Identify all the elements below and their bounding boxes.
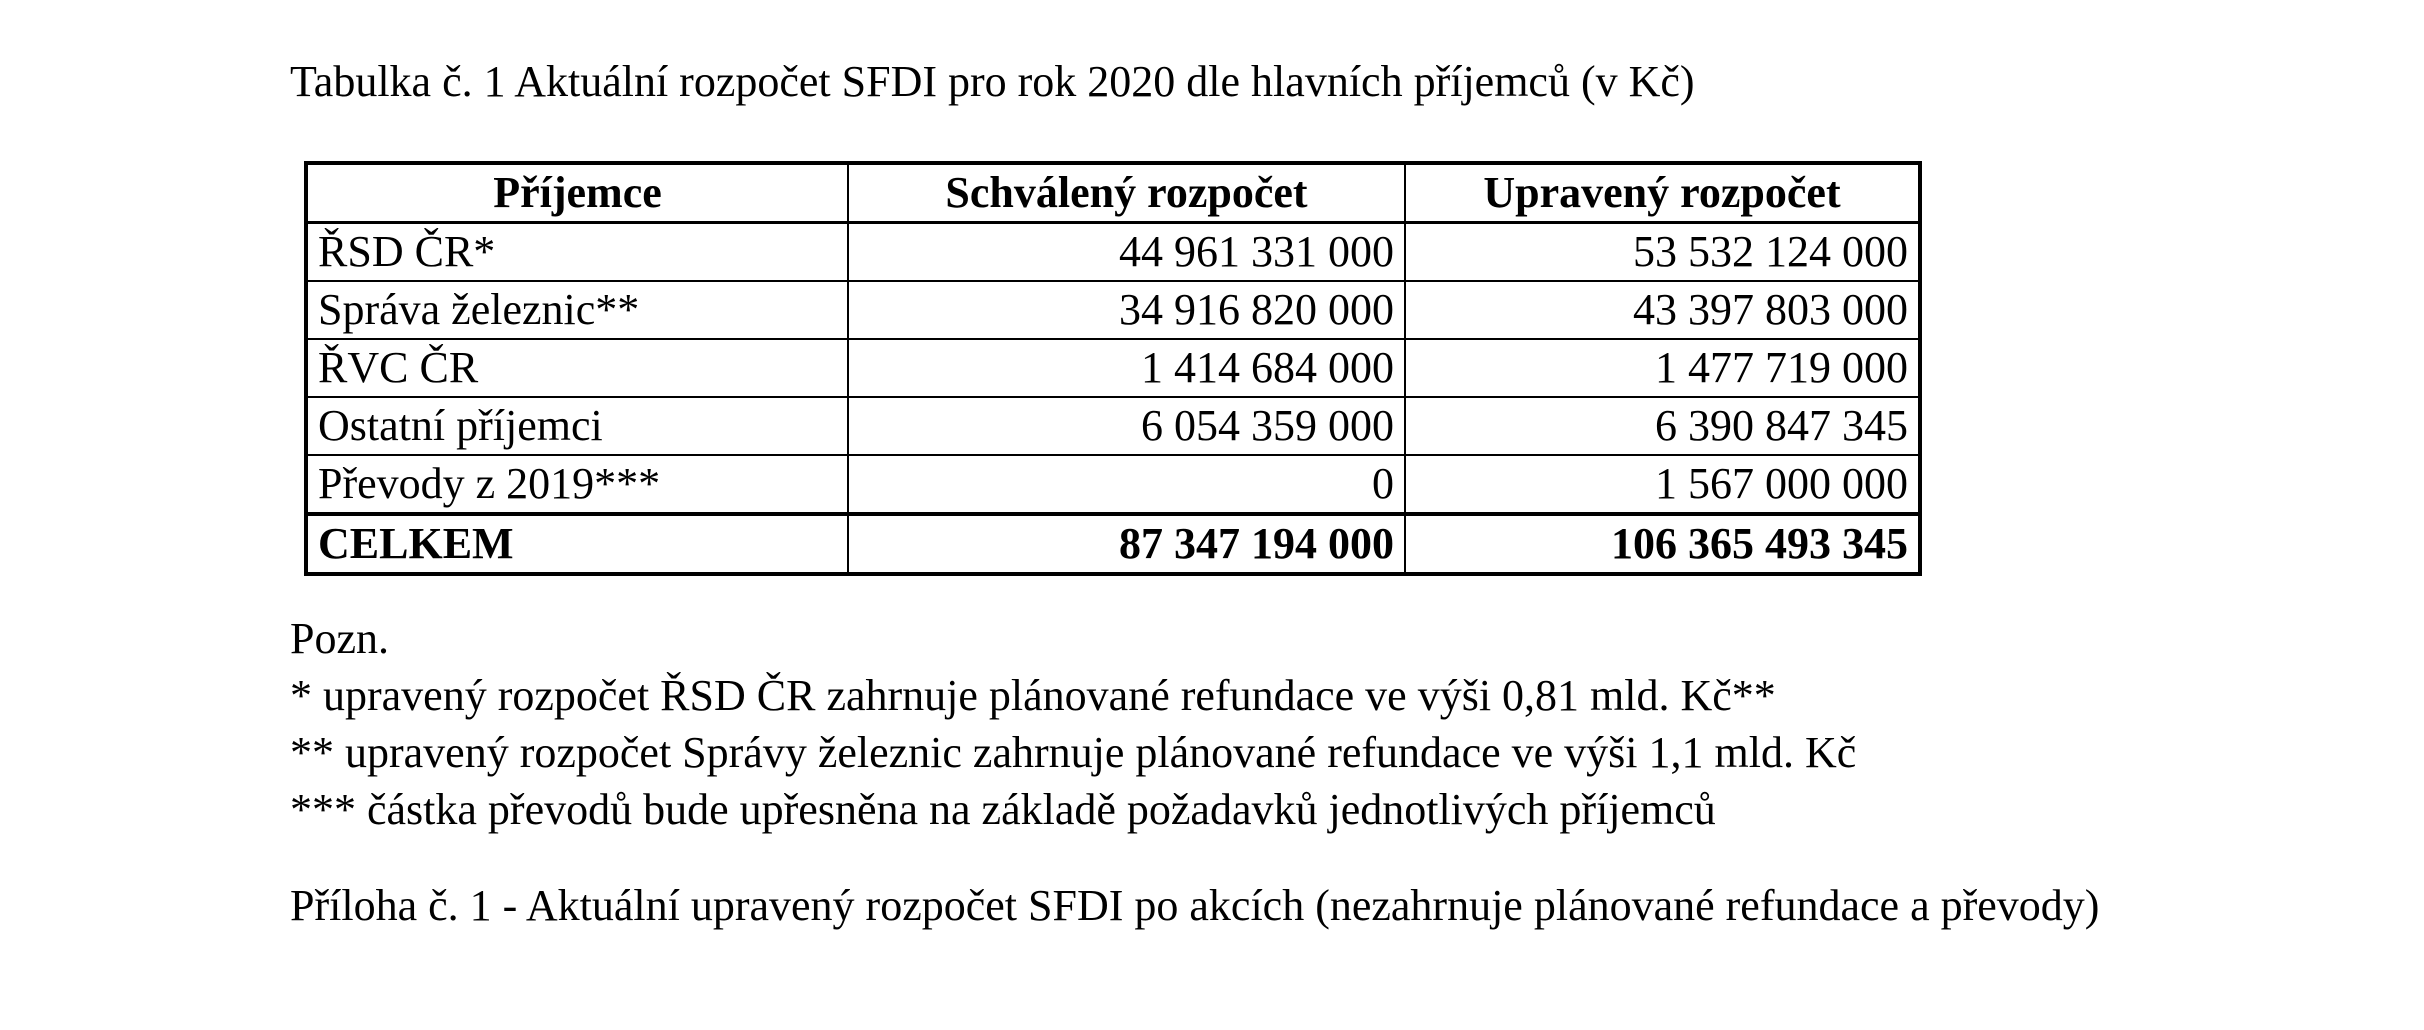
notes-section [290, 610, 1856, 838]
approved-budget-cell: 6 054 359 000 [848, 397, 1405, 455]
column-header-adjusted-budget: Upravený rozpočet [1405, 163, 1920, 223]
note-item: * upravený rozpočet ŘSD ČR zahrnuje plánované refundace ve výši 0,81 mld. Kč** [290, 671, 1776, 720]
adjusted-budget-cell: 53 532 124 000 [1405, 223, 1920, 282]
approved-budget-cell: 1 414 684 000 [848, 339, 1405, 397]
adjusted-budget-cell: 1 477 719 000 [1405, 339, 1920, 397]
approved-budget-cell: 0 [848, 455, 1405, 514]
table-row [306, 339, 1920, 397]
table-row [306, 455, 1920, 514]
table-caption: Tabulka č. 1 Aktuální rozpočet SFDI pro rok 2020 dle hlavních příjemců (v Kč) [290, 57, 1695, 106]
notes-heading: Pozn. [290, 614, 389, 663]
approved-budget-cell: 44 961 331 000 [848, 223, 1405, 282]
total-label-cell: CELKEM [306, 514, 848, 574]
note-item: *** částka převodů bude upřesněna na základě požadavků jednotlivých příjemců [290, 785, 1716, 834]
total-approved-cell: 87 347 194 000 [848, 514, 1405, 574]
recipient-cell: Správa železnic** [306, 281, 848, 339]
adjusted-budget-cell: 6 390 847 345 [1405, 397, 1920, 455]
table-row [306, 397, 1920, 455]
table-total-row [306, 514, 1920, 574]
appendix-reference: Příloha č. 1 - Aktuální upravený rozpočet SFDI po akcích (nezahrnuje plánované refundace a převody) [290, 881, 2100, 930]
budget-table [304, 161, 1922, 576]
recipient-cell: Ostatní příjemci [306, 397, 848, 455]
recipient-cell: Převody z 2019*** [306, 455, 848, 514]
recipient-cell: ŘVC ČR [306, 339, 848, 397]
recipient-cell: ŘSD ČR* [306, 223, 848, 282]
approved-budget-cell: 34 916 820 000 [848, 281, 1405, 339]
note-item: ** upravený rozpočet Správy železnic zahrnuje plánované refundace ve výši 1,1 mld. Kč [290, 728, 1857, 777]
table-row [306, 281, 1920, 339]
adjusted-budget-cell: 1 567 000 000 [1405, 455, 1920, 514]
column-header-approved-budget: Schválený rozpočet [848, 163, 1405, 223]
table-row [306, 223, 1920, 282]
total-adjusted-cell: 106 365 493 345 [1405, 514, 1920, 574]
column-header-recipient: Příjemce [306, 163, 848, 223]
adjusted-budget-cell: 43 397 803 000 [1405, 281, 1920, 339]
table-header-row [306, 163, 1920, 223]
